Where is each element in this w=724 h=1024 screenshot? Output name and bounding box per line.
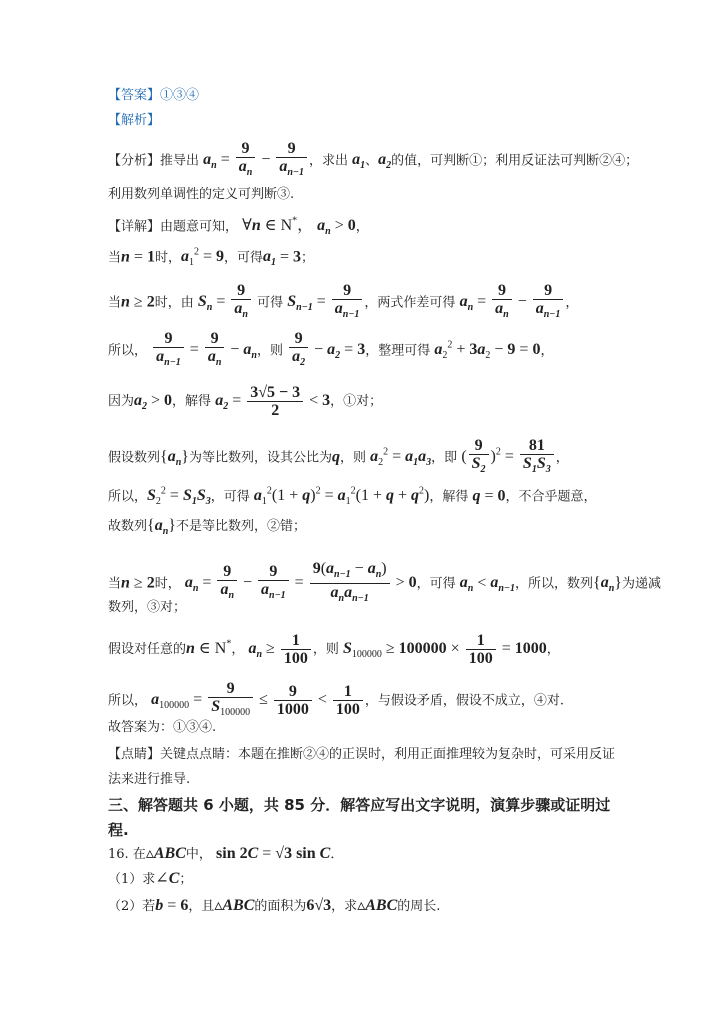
text-fragment: 三、解答题共 6 小题，共 85 分．解答应写出文字说明，演算步骤或证明过 bbox=[108, 796, 611, 814]
text-fragment: 所以， bbox=[108, 489, 148, 505]
formula-q0: q = 0 bbox=[472, 487, 506, 505]
text-fragment: 当 bbox=[108, 295, 122, 311]
text-fragment: 为等比数列，设其公比为 bbox=[188, 450, 332, 466]
text-fragment: ； bbox=[179, 872, 193, 887]
formula-decr: $a_n$ = $\frac{9}{a_n}$ − $\frac{9}{a_{n-1}}$ = $\frac{9(a_{n-1} - a_n)}{a_na_{n-1}}$ > 0 bbox=[184, 560, 417, 605]
text-fragment: 数列，③对； bbox=[108, 600, 187, 615]
formula-an: $a_n$ = $\frac{9}{a_n}$ − $\frac{9}{a_{n-1}}$ bbox=[203, 151, 309, 168]
formula-geo: $a_2^2 = a_1a_3$ bbox=[370, 446, 432, 469]
formula-Sn-1: $S_{n-1}$ = $\frac{9}{a_{n-1}}$ bbox=[287, 293, 364, 310]
text-fragment: 故数列 bbox=[108, 519, 148, 534]
text-fragment: ，所以，数列 bbox=[514, 576, 593, 592]
text-fragment: 假设对任意的 bbox=[108, 642, 187, 658]
text-fragment: 时，由 bbox=[154, 295, 194, 311]
formula-ineq: $a_n < a_{n-1}$ bbox=[459, 574, 515, 595]
formula-a1sq: $a_1^2 = 9$ bbox=[180, 247, 224, 269]
text-fragment: ，求 bbox=[331, 899, 358, 914]
n2-line bbox=[108, 282, 578, 323]
text-fragment: 的值，可判断①；利用反证法可判断②④； bbox=[391, 153, 639, 169]
formula-n-ge-2: n ≥ 2 bbox=[121, 293, 155, 311]
final-line bbox=[108, 720, 216, 736]
formula-b6: b = 6 bbox=[155, 897, 189, 914]
text-fragment: 法来进行推导. bbox=[108, 772, 191, 787]
so-line-1: 所以， $\frac{9}{a_{n-1}}$ = $\frac{9}{a_n}$ − $a_n$，则 $\frac{9}{a_2}$ − $a_2 = 3$，整理可得 $a_2^2 + 3a_2 - 9 = 0$， bbox=[108, 330, 554, 369]
text-fragment: 假设数列 bbox=[108, 450, 161, 466]
text-fragment: 故答案为：①③④. bbox=[108, 720, 217, 735]
formula-diff: $a_n$ = $\frac{9}{a_n}$ − $\frac{9}{a_{n-1}}$ bbox=[460, 293, 566, 310]
detail-tag: 【详解】 bbox=[108, 219, 161, 235]
text-fragment: 时， bbox=[154, 576, 181, 592]
text-fragment: 利用数列单调性的定义可判断③. bbox=[108, 187, 295, 202]
text-fragment: 所以， bbox=[108, 343, 148, 359]
decr-line-2 bbox=[108, 600, 186, 616]
text-fragment: ， bbox=[565, 295, 579, 311]
analysis-tag: 【解析】 bbox=[108, 113, 161, 128]
text-fragment: 当 bbox=[108, 250, 122, 266]
section-heading bbox=[108, 797, 610, 813]
formula-q: q bbox=[331, 448, 340, 466]
question-16-part-2 bbox=[108, 898, 440, 915]
because-line bbox=[108, 384, 382, 419]
text-fragment: 、 bbox=[365, 153, 379, 169]
so4-line bbox=[108, 680, 564, 721]
formula-a2pos: $a_2 > 0$ bbox=[134, 392, 173, 413]
formula-area: 6√3 bbox=[306, 897, 332, 914]
question-16-part-1 bbox=[108, 871, 192, 888]
formula-a1eq: $a_1 = 3$ bbox=[263, 248, 302, 269]
text-fragment: ，则 bbox=[312, 642, 339, 658]
formula-contra: $a_{100000}$ = $\frac{9}{S_{100000}}$ ≤ $\frac{9}{1000}$ < $\frac{1}{100}$ bbox=[151, 691, 365, 708]
analysis-line bbox=[108, 140, 638, 181]
formula-forall: ∀n ∈ N*， $a_n > 0$ bbox=[242, 216, 356, 238]
text-fragment: ，可得 bbox=[224, 250, 264, 266]
formula-S2sq: $S_2^2 = S_1S_3$ bbox=[147, 486, 211, 508]
formula-q-eq: $a_1^2(1 + q)^2 = a_1^2(1 + q + q^2)$ bbox=[253, 486, 430, 508]
text-fragment: 所以， bbox=[108, 693, 148, 709]
text-fragment: 关键点点睛：本题在推断②④的正误时，利用正面推理较为复杂时，可采用反证 bbox=[160, 747, 616, 762]
formula-a2rel: $\frac{9}{a_2}$ − $a_2 = 3$ bbox=[287, 341, 365, 358]
formula-seq: $\{a_n\}$ bbox=[160, 448, 189, 469]
decr-line bbox=[108, 560, 661, 607]
formula-a1: $a_1$ bbox=[352, 151, 366, 172]
formula-a2val: $a_2$ = $\frac{3√5 - 3}{2}$ < 3 bbox=[215, 384, 331, 419]
answer-line bbox=[108, 88, 199, 104]
text-fragment: ，解得 bbox=[172, 394, 212, 410]
formula-Sn: $S_n$ = $\frac{9}{a_n}$ bbox=[198, 293, 253, 310]
text-fragment: ，①对； bbox=[330, 394, 383, 410]
text-fragment: 可得 bbox=[257, 295, 284, 311]
formula-triangle: ▵ABC bbox=[357, 897, 398, 914]
text-fragment: 的周长. bbox=[397, 899, 441, 914]
formula-n1: n = 1 bbox=[121, 248, 155, 266]
text-fragment: 程. bbox=[108, 821, 129, 839]
analysis-header bbox=[108, 113, 160, 129]
text-fragment: （2）若 bbox=[108, 899, 156, 914]
formula-n-ge-2: n ≥ 2 bbox=[121, 574, 155, 592]
text-fragment: ，与假设矛盾，假设不成立，④对. bbox=[364, 693, 565, 709]
text-fragment: ； bbox=[301, 250, 315, 266]
text-fragment: 时， bbox=[154, 250, 181, 266]
text-fragment: ，两式作差可得 bbox=[364, 295, 456, 311]
text-fragment: ，则 bbox=[256, 343, 283, 359]
text-fragment: 由题意可知， bbox=[160, 219, 239, 235]
text-fragment: ，不合乎题意， bbox=[505, 489, 597, 505]
answer-text: 【答案】①③④ bbox=[108, 88, 200, 103]
assume4-line: 假设对任意的n ∈ N*， $a_n$ ≥ $\frac{1}{100}$ ，则 $S_{100000} \ge 100000$ × $\frac{1}{100}$ = 1000， bbox=[108, 632, 560, 667]
formula-geo2: ( $\frac{9}{S_2}$ )$^2$ = $\frac{81}{S_1S_3}$ bbox=[461, 448, 555, 465]
text-fragment: （1）求 bbox=[108, 872, 156, 887]
text-fragment: ，可得 bbox=[416, 576, 456, 592]
analysis-subtag: 【分析】 bbox=[108, 153, 161, 169]
formula-quad: $a_2^2 + 3a_2 - 9 = 0$ bbox=[434, 339, 541, 362]
text-fragment: ，即 bbox=[431, 450, 458, 466]
comment-tag: 【点睛】 bbox=[108, 747, 161, 762]
text-fragment: 因为 bbox=[108, 394, 135, 410]
assume-line: 假设数列$\{a_n\}$为等比数列，设其公比为q，则 $a_2^2 = a_1a_3$，即 ( $\frac{9}{S_2}$ )$^2$ = $\frac{81}{S_1S_3}$ ， bbox=[108, 437, 569, 476]
comment-line bbox=[108, 747, 615, 763]
text-fragment: 的面积为 bbox=[254, 899, 307, 914]
formula-seq: $\{a_n\}$ bbox=[147, 517, 176, 538]
text-fragment: ，可得 bbox=[210, 489, 250, 505]
formula-seq: $\{a_n\}$ bbox=[593, 574, 622, 595]
text-fragment: ，整理可得 bbox=[365, 343, 431, 359]
hence-line bbox=[108, 518, 306, 540]
detail-line: 【详解】由题意可知， ∀n ∈ N*， $a_n > 0$， bbox=[108, 216, 369, 238]
formula-n-in-N: n ∈ N* bbox=[186, 638, 232, 658]
text-fragment: 为递减 bbox=[621, 576, 661, 592]
so-line-2 bbox=[108, 484, 597, 511]
formula-an-bound: $a_n$ ≥ $\frac{1}{100}$ bbox=[248, 640, 312, 657]
formula-angleC: ∠C bbox=[155, 870, 180, 887]
analysis-line-2 bbox=[108, 187, 294, 203]
text-fragment: 当 bbox=[108, 576, 122, 592]
text-fragment: 不是等比数列，②错； bbox=[175, 519, 306, 534]
section-heading-2 bbox=[108, 822, 129, 838]
text-fragment: ，解得 bbox=[429, 489, 469, 505]
text-fragment: 16. 在 bbox=[108, 847, 146, 862]
text-fragment: ，求出 bbox=[308, 153, 348, 169]
formula-triangle: ▵ABC bbox=[145, 845, 186, 862]
formula-triangle: ▵ABC bbox=[214, 897, 255, 914]
question-16: 16. 在▵ABC中， sin 2C = √3 sin C． bbox=[108, 845, 344, 862]
n1-line bbox=[108, 245, 314, 272]
text-fragment: 推导出 bbox=[160, 153, 200, 169]
formula-a2: $a_2$ bbox=[378, 151, 392, 172]
text-fragment: 中， bbox=[185, 847, 212, 862]
formula-rel: $\frac{9}{a_{n-1}}$ = $\frac{9}{a_n}$ − $a_n$ bbox=[151, 341, 257, 358]
text-fragment: ，且 bbox=[188, 899, 215, 914]
formula-sin: sin 2C = √3 sin C bbox=[216, 845, 331, 862]
text-fragment: ，则 bbox=[339, 450, 366, 466]
comment-line-2 bbox=[108, 772, 190, 788]
formula-S-bound: $S_{100000} \ge 100000$ × $\frac{1}{100}$ = 1000 bbox=[342, 632, 547, 667]
